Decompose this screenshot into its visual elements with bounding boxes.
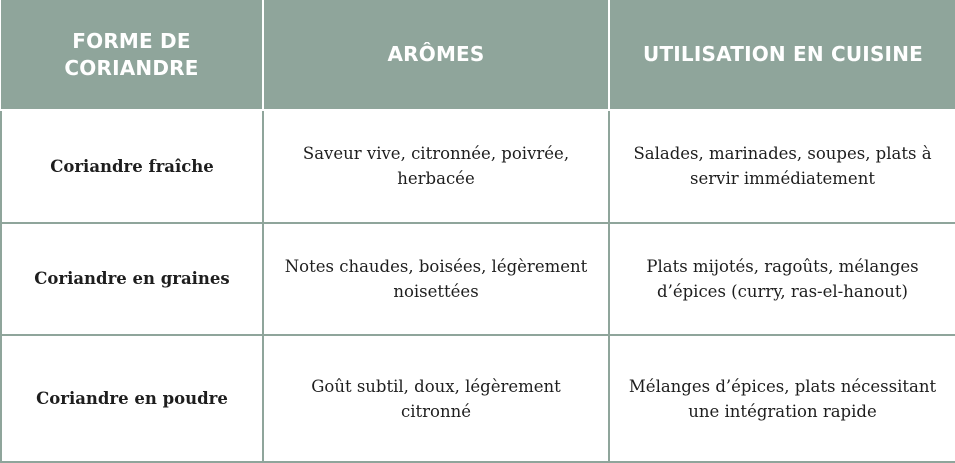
table-row bbox=[1, 223, 955, 336]
header-form: FORME DE CORIANDRE bbox=[1, 0, 263, 110]
header-aromes: ARÔMES bbox=[263, 0, 609, 110]
form-cell: Coriandre en poudre bbox=[1, 335, 263, 462]
utilisation-cell: Mélanges d’épices, plats nécessitant une intégration rapide bbox=[609, 335, 955, 462]
table-body bbox=[1, 110, 955, 462]
table-row bbox=[1, 110, 955, 223]
aromes-cell: Notes chaudes, boisées, légèrement noisettées bbox=[263, 223, 609, 336]
aromes-cell: Saveur vive, citronnée, poivrée, herbacée bbox=[263, 110, 609, 223]
form-cell: Coriandre en graines bbox=[1, 223, 263, 336]
form-cell: Coriandre fraîche bbox=[1, 110, 263, 223]
table-header bbox=[1, 0, 955, 110]
header-utilisation: UTILISATION EN CUISINE bbox=[609, 0, 955, 110]
aromes-cell: Goût subtil, doux, légèrement citronné bbox=[263, 335, 609, 462]
header-row bbox=[1, 0, 955, 110]
table-row bbox=[1, 335, 955, 462]
utilisation-cell: Salades, marinades, soupes, plats à servir immédiatement bbox=[609, 110, 955, 223]
utilisation-cell: Plats mijotés, ragoûts, mélanges d’épices (curry, ras-el-hanout) bbox=[609, 223, 955, 336]
